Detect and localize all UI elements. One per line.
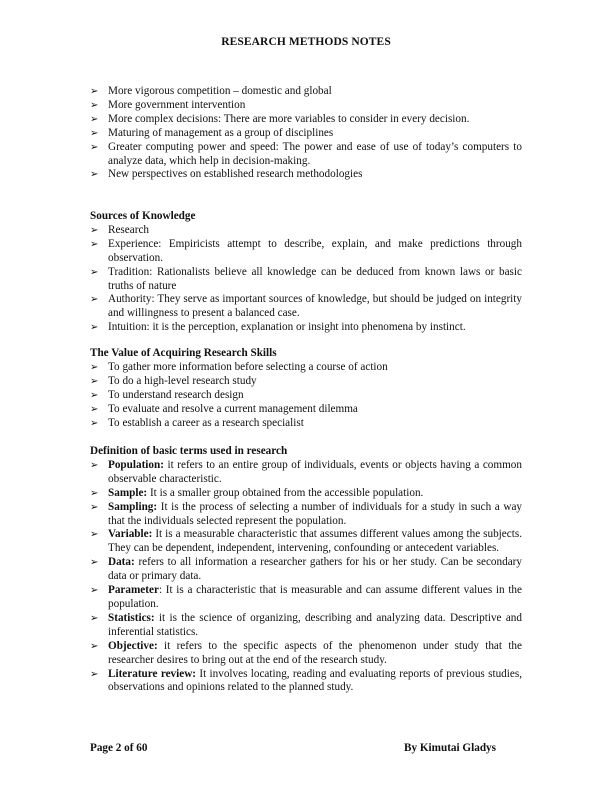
definition-term: Statistics: [108, 611, 155, 624]
definition-item: ➢ Sample: It is a smaller group obtained from the accessible population. [90, 486, 424, 499]
list-item: ➢ More complex decisions: There are more variables to consider in every decision. [90, 112, 470, 125]
arrow-bullet-icon: ➢ [90, 585, 99, 597]
arrow-bullet-icon: ➢ [90, 294, 99, 306]
list-item: ➢ More government intervention [90, 98, 246, 111]
sources-list [90, 224, 522, 335]
arrow-bullet-icon: ➢ [90, 127, 99, 139]
arrow-bullet-icon: ➢ [90, 375, 99, 387]
list-item: ➢ To do a high-level research study [90, 374, 257, 387]
sources-section [90, 210, 522, 335]
arrow-bullet-icon: ➢ [90, 99, 99, 111]
arrow-bullet-icon: ➢ [90, 529, 99, 541]
page-number: Page 2 of 60 [90, 742, 148, 754]
definitions-list [90, 459, 522, 695]
arrow-bullet-icon: ➢ [90, 224, 99, 236]
value-list [90, 361, 522, 431]
arrow-bullet-icon: ➢ [90, 238, 99, 250]
arrow-bullet-icon: ➢ [90, 86, 99, 97]
arrow-bullet-icon: ➢ [90, 403, 99, 415]
definition-item: ➢ Sampling: It is the process of selecting a number of individuals for a study in such a way that the individuals selected represent the population. [90, 500, 522, 527]
arrow-bullet-icon: ➢ [90, 322, 99, 334]
list-item: ➢ Research [90, 223, 149, 236]
definition-term: Data: [108, 556, 135, 569]
arrow-bullet-icon: ➢ [90, 113, 99, 125]
intro-list-section [90, 85, 522, 182]
arrow-bullet-icon: ➢ [90, 487, 99, 499]
definition-term: Literature review: [108, 667, 197, 680]
list-item: ➢ To establish a career as a research specialist [90, 416, 304, 429]
arrow-bullet-icon: ➢ [90, 266, 99, 278]
arrow-bullet-icon: ➢ [90, 169, 99, 181]
definition-term: Objective: [108, 639, 158, 652]
author-credit: By Kimutai Gladys [404, 742, 497, 754]
list-item: ➢ Authority: They serve as important sources of knowledge, but should be judged on integrity and willingness to present a balanced case. [90, 293, 522, 320]
definition-term: Variable: [108, 528, 153, 541]
definition-item: ➢ Statistics: it is the science of organizing, describing and analyzing data. Descriptive and inferential statistics. [90, 611, 522, 638]
definition-item: ➢ Objective: it refers to the specific aspects of the phenomenon under study that the researcher desires to bring out at the end of the research study. [90, 639, 522, 666]
list-item: ➢ Intuition: it is the perception, explanation or insight into phenomena by instinct. [90, 321, 466, 334]
list-item: ➢ Experience: Empiricists attempt to describe, explain, and make predictions through observation. [90, 237, 522, 264]
definitions-section [90, 445, 522, 695]
arrow-bullet-icon: ➢ [90, 141, 99, 153]
arrow-bullet-icon: ➢ [90, 417, 99, 429]
definition-term: Sample: [108, 486, 148, 499]
arrow-bullet-icon: ➢ [90, 557, 99, 569]
section-heading: The Value of Acquiring Research Skills [90, 347, 277, 359]
list-item: ➢ To understand research design [90, 388, 244, 401]
list-item: ➢ Maturing of management as a group of disciplines [90, 126, 334, 139]
definition-item: ➢ Parameter: It is a characteristic that is measurable and can assume different values in the population. [90, 584, 522, 610]
intro-list [90, 85, 522, 182]
arrow-bullet-icon: ➢ [90, 640, 99, 652]
list-item: ➢ New perspectives on established research methodologies [90, 168, 363, 181]
document-title: RESEARCH METHODS NOTES [221, 36, 391, 48]
value-section [90, 347, 522, 430]
definition-item: ➢ Population: it refers to an entire group of individuals, events or objects having a common observable characteristic. [90, 458, 522, 485]
arrow-bullet-icon: ➢ [90, 668, 99, 680]
list-item: ➢ Greater computing power and speed: The power and ease of use of today’s computers to analyze data, which help in decision-making. [90, 140, 522, 167]
list-item: ➢ To evaluate and resolve a current management dilemma [90, 402, 358, 415]
arrow-bullet-icon: ➢ [90, 361, 99, 373]
arrow-bullet-icon: ➢ [90, 459, 99, 471]
definition-item: ➢ Variable: It is a measurable characteristic that assumes different values among the subjects. They can be dependent, independent, intervening, confounding or antecedent variables. [90, 528, 522, 555]
arrow-bullet-icon: ➢ [90, 612, 99, 624]
list-item: ➢ To gather more information before selecting a course of action [90, 360, 388, 373]
list-item: ➢ More vigorous competition – domestic and global [90, 85, 332, 97]
definition-term: Parameter [108, 584, 159, 597]
section-heading: Definition of basic terms used in research [90, 445, 288, 457]
arrow-bullet-icon: ➢ [90, 501, 99, 513]
arrow-bullet-icon: ➢ [90, 389, 99, 401]
list-item: ➢ Tradition: Rationalists believe all knowledge can be deduced from known laws or basic truths of nature [90, 265, 522, 292]
definition-item: ➢ Data: refers to all information a researcher gathers for his or her study. Can be secondary data or primary data. [90, 556, 522, 583]
section-heading: Sources of Knowledge [90, 210, 196, 222]
definition-term: Population: [108, 458, 164, 471]
definition-item: ➢ Literature review: It involves locating, reading and evaluating reports of previous studies, observations and opinions related to the planned study. [90, 667, 522, 694]
definition-term: Sampling: [108, 500, 158, 513]
